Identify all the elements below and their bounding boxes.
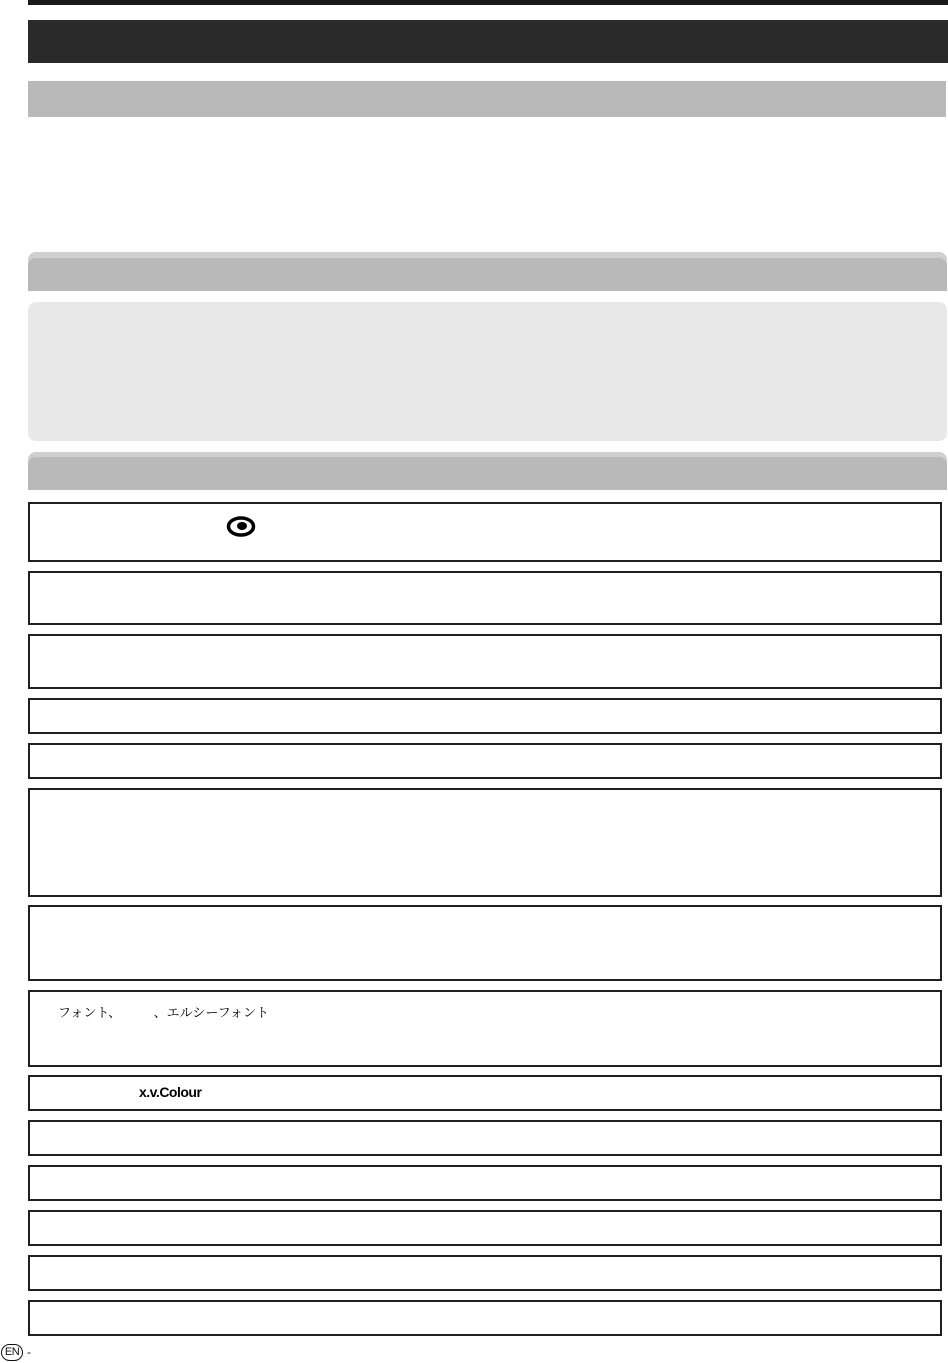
- trademark-box: [28, 905, 942, 981]
- trademark-box-fonts: [28, 990, 942, 1067]
- japanese-font-credit: フォント、 、エルシーフォント: [58, 1006, 270, 1021]
- trademark-box: [28, 743, 942, 779]
- section-header-band: [28, 81, 946, 117]
- page-number-separator: -: [27, 1345, 31, 1359]
- trademark-box: [28, 1165, 942, 1201]
- language-badge: EN: [1, 1344, 23, 1361]
- trademark-box: [28, 1300, 942, 1336]
- xv-colour-logo-text: x.v.Colour: [139, 1084, 202, 1100]
- trademarks-header-band: [28, 452, 947, 490]
- trademark-box: [28, 1255, 942, 1291]
- trademark-box: [28, 1120, 942, 1156]
- eye-logo-icon: [226, 514, 256, 539]
- trademark-box: [28, 788, 942, 897]
- trademark-box: [28, 571, 942, 625]
- trademark-box: [28, 698, 942, 734]
- page-footer: [1, 1342, 31, 1362]
- section-header-band: [28, 252, 947, 291]
- note-panel: [28, 302, 947, 441]
- trademark-box-xv-colour: [28, 1075, 942, 1111]
- trademark-box: [28, 1210, 942, 1246]
- top-rule: [28, 0, 948, 5]
- page-title-bar: [28, 20, 948, 63]
- trademark-box: [28, 634, 942, 689]
- trademark-box-logo: [28, 502, 942, 562]
